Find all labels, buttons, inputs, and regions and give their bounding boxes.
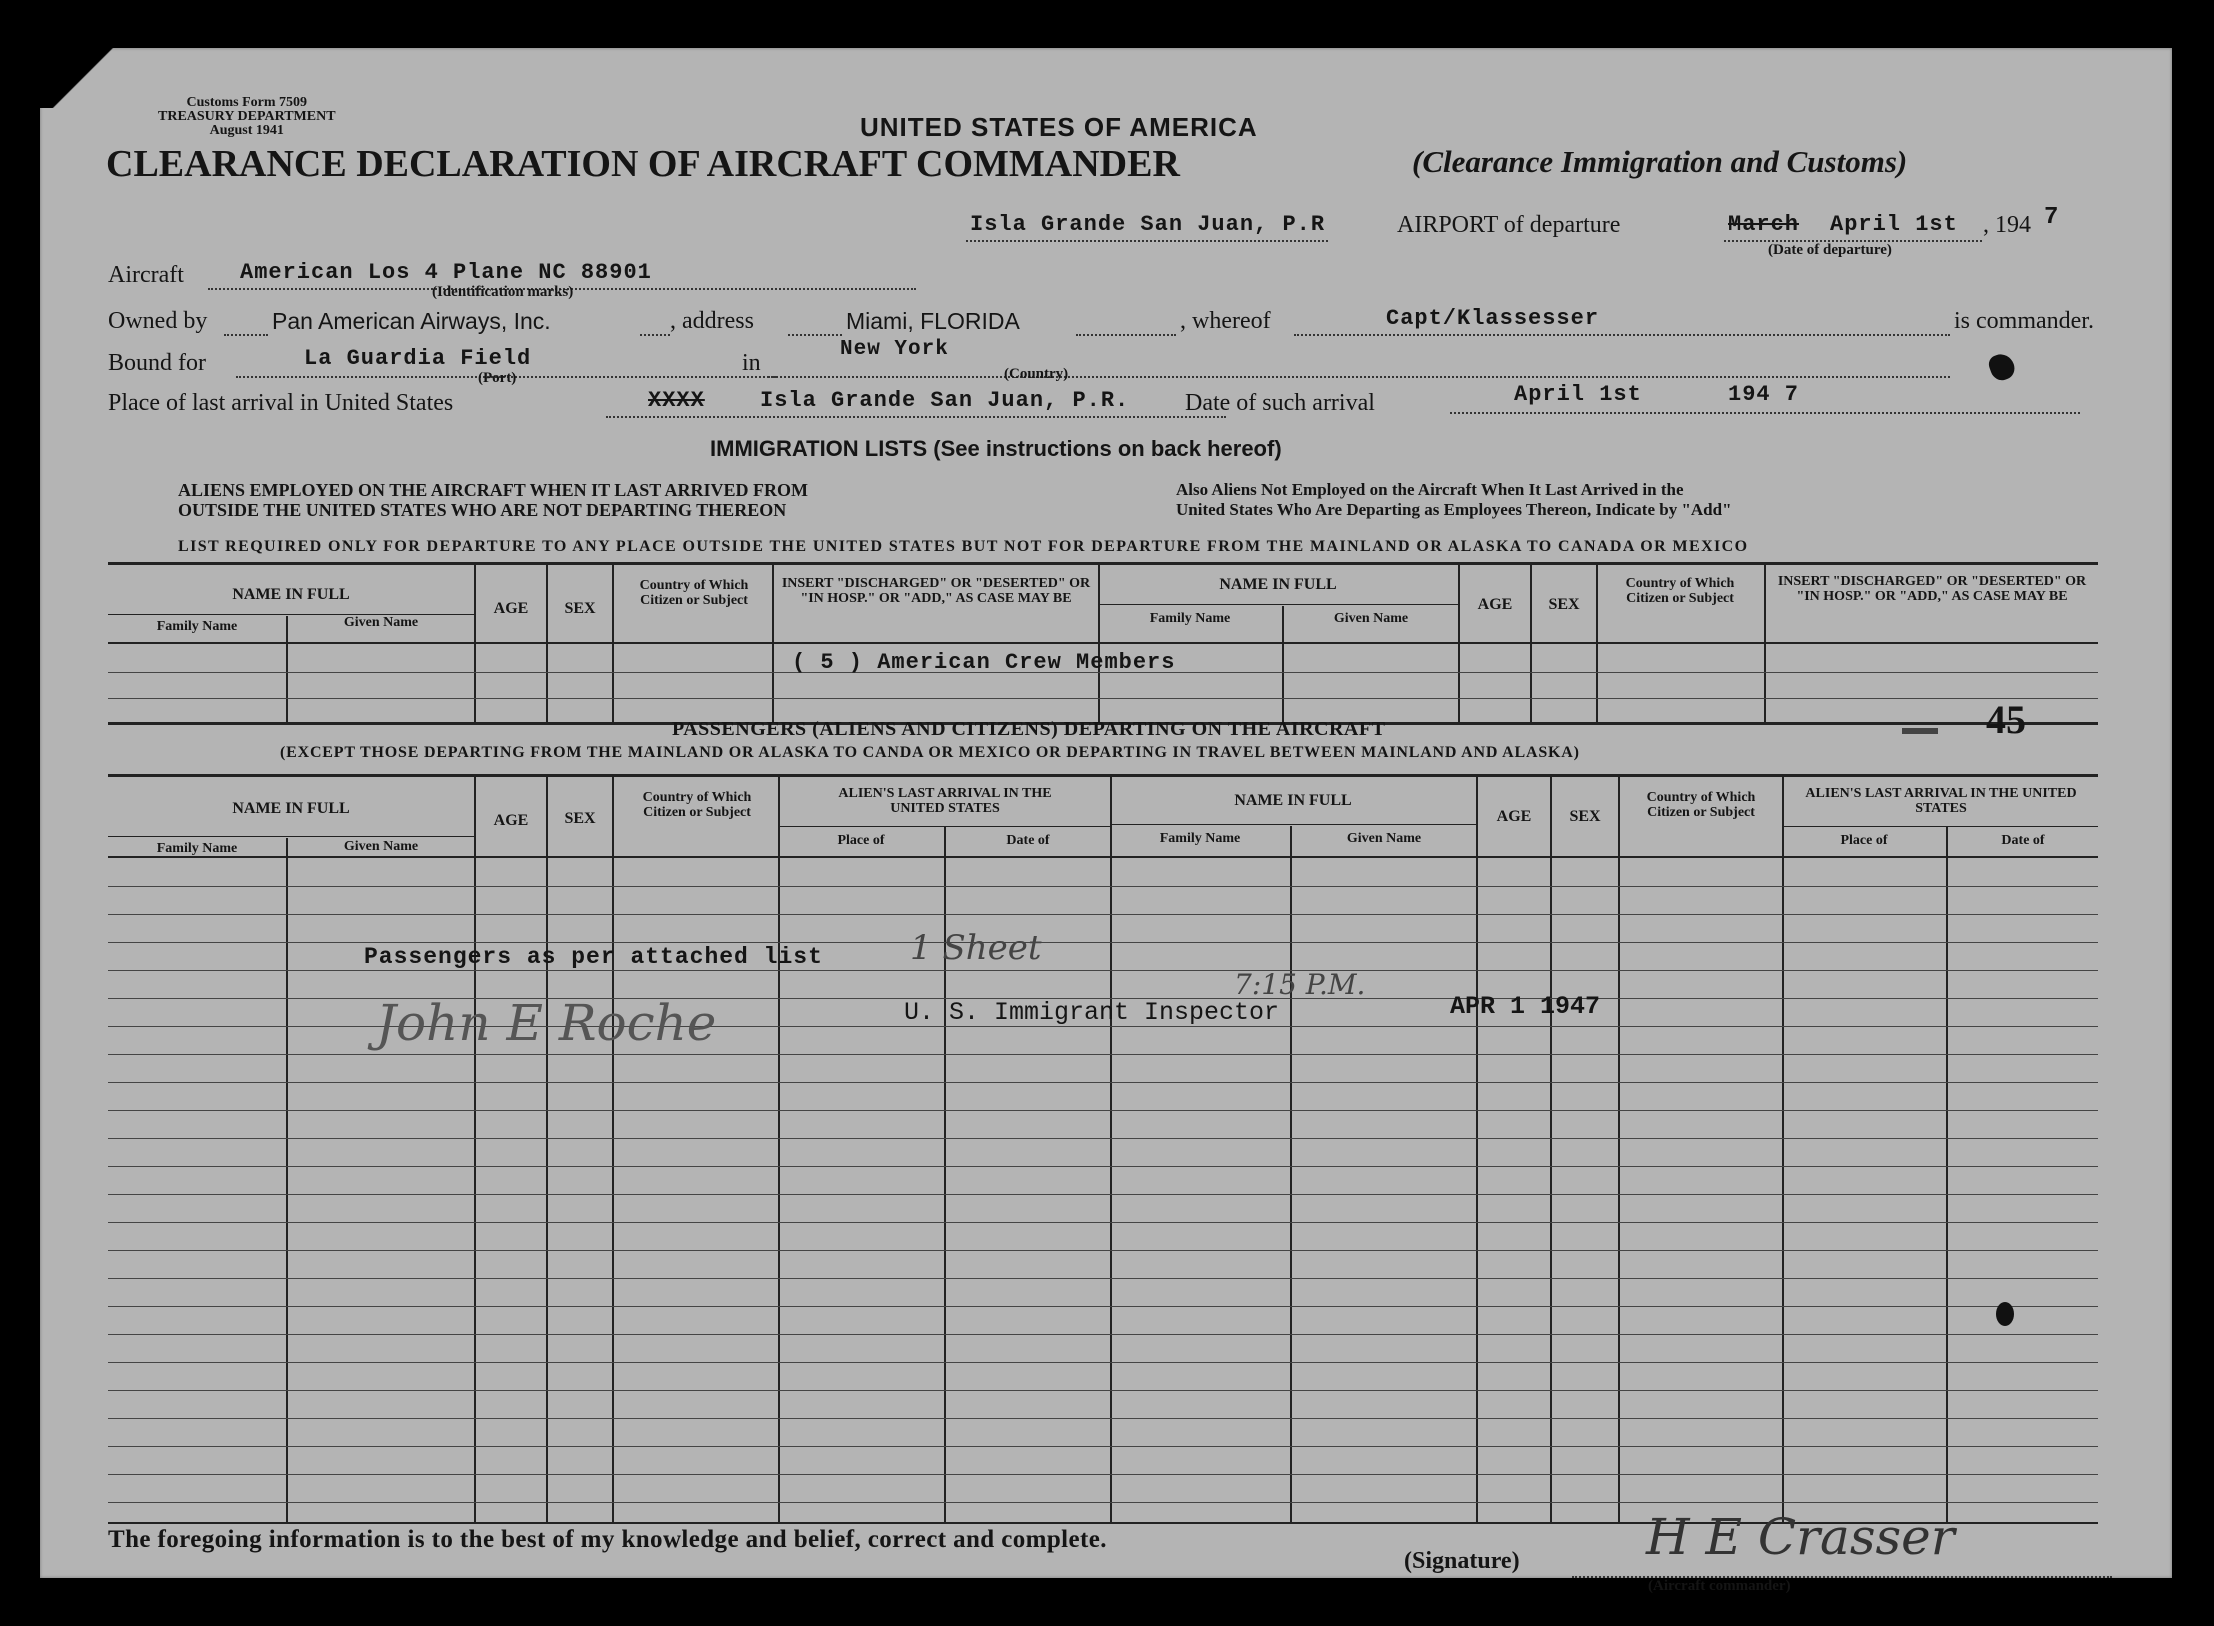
crew-family-header-2: Family Name <box>1149 611 1231 626</box>
declaration-text: The foregoing information is to the best of my knowledge and belief, correct and complete. <box>108 1526 1107 1553</box>
ruled-line <box>108 1502 2098 1503</box>
pass-sex-header: SEX <box>564 810 596 827</box>
port-value: La Guardia Field <box>304 346 532 371</box>
pass-age-header: AGE <box>493 812 529 829</box>
sheet-count-note: 1 Sheet <box>910 928 1042 968</box>
aircraft-label: Aircraft <box>108 262 184 288</box>
departure-airport-value: Isla Grande San Juan, P.R <box>970 212 1326 237</box>
commander-signature: H E Crasser <box>1646 1508 1955 1566</box>
crew-family-header: Family Name <box>156 619 238 634</box>
whereof-label: , whereof <box>1180 308 1271 334</box>
form-department: TREASURY DEPARTMENT <box>158 109 336 124</box>
country-value: New York <box>840 338 949 361</box>
form-date: August 1941 <box>209 123 284 138</box>
ruled-line <box>108 1362 2098 1363</box>
pass-arrival-header: ALIEN'S LAST ARRIVAL IN THE UNITED STATES <box>838 786 1052 816</box>
left-note-line-2: OUTSIDE THE UNITED STATES WHO ARE NOT DEPARTING THEREON <box>178 500 787 520</box>
immigration-left-note <box>178 480 808 520</box>
ruled-line <box>108 914 2098 915</box>
list-required-note: LIST REQUIRED ONLY FOR DEPARTURE TO ANY PLACE OUTSIDE THE UNITED STATES BUT NOT FOR DEPARTURE FROM THE MAINLAND OR ALASKA TO CANADA OR MEXICO <box>178 538 1749 555</box>
crew-insert-header-2: INSERT "DISCHARGED" OR "DESERTED" OR "IN HOSP." OR "ADD," AS CASE MAY BE <box>1777 574 2087 604</box>
port-caption: (Port) <box>478 370 517 386</box>
crew-sex-header: SEX <box>564 600 596 617</box>
commander-value: Capt/Klassesser <box>1386 306 1600 331</box>
ruled-line <box>108 1474 2098 1475</box>
right-note-line-1: Also Aliens Not Employed on the Aircraft When It Last Arrived in the <box>1176 480 1684 499</box>
ruled-line <box>108 1306 2098 1307</box>
crew-age-header: AGE <box>493 600 529 617</box>
last-arrival-struck: XXXX <box>648 388 705 413</box>
pass-sex-header-2: SEX <box>1569 808 1601 825</box>
crew-sex-header-2: SEX <box>1548 596 1580 613</box>
arrival-date-label: Date of such arrival <box>1185 390 1375 416</box>
ruled-line <box>108 1166 2098 1167</box>
inspector-signature: John E Roche <box>376 994 717 1052</box>
right-note-line-2: United States Who Are Departing as Employees Thereon, Indicate by "Add" <box>1176 500 1732 519</box>
ruled-line <box>108 1082 2098 1083</box>
ink-blot-2 <box>1996 1302 2014 1326</box>
ruled-line <box>108 1446 2098 1447</box>
stamp-date: APR 1 1947 <box>1450 992 1601 1021</box>
arrival-year-value: 194 7 <box>1728 382 1800 407</box>
ruled-line <box>108 1222 2098 1223</box>
crew-country-header-2: Country of Which Citizen or Subject <box>1625 576 1735 606</box>
page-subtitle: (Clearance Immigration and Customs) <box>1412 144 1908 179</box>
ruled-line <box>108 942 2098 943</box>
country-caption: (Country) <box>1004 366 1069 382</box>
crew-insert-header: INSERT "DISCHARGED" OR "DESERTED" OR "IN HOSP." OR "ADD," AS CASE MAY BE <box>781 576 1091 606</box>
commander-label: is commander. <box>1954 308 2094 334</box>
crew-country-header: Country of Which Citizen or Subject <box>639 578 749 608</box>
ruled-line <box>108 1054 2098 1055</box>
ruled-line <box>108 970 2098 971</box>
ruled-line <box>108 1110 2098 1111</box>
ruled-line <box>108 1390 2098 1391</box>
bound-in-label: in <box>742 350 761 376</box>
inspector-stamp: U. S. Immigrant Inspector <box>904 998 1280 1027</box>
last-arrival-value: Isla Grande San Juan, P.R. <box>760 388 1130 413</box>
signature-label: (Signature) <box>1404 1548 1520 1574</box>
signature-caption: (Aircraft commander) <box>1648 1578 1791 1594</box>
ruled-line <box>108 1418 2098 1419</box>
country-heading: UNITED STATES OF AMERICA <box>860 112 1258 142</box>
count-dash <box>1902 728 1938 734</box>
pass-name-header-2: NAME IN FULL <box>1234 792 1352 809</box>
last-arrival-label: Place of last arrival in United States <box>108 390 454 416</box>
pass-date-header: Date of <box>1006 833 1050 848</box>
pass-family-header: Family Name <box>156 841 238 856</box>
page-title: CLEARANCE DECLARATION OF AIRCRAFT COMMANDER <box>106 143 1180 185</box>
crew-name-header: NAME IN FULL <box>232 586 350 603</box>
owner-label: Owned by <box>108 308 208 334</box>
passengers-subheading: (EXCEPT THOSE DEPARTING FROM THE MAINLAND OR ALASKA TO CANDA OR MEXICO OR DEPARTING IN TRAVEL BETWEEN MAINLAND AND ALASKA) <box>280 744 1580 761</box>
bound-label: Bound for <box>108 350 206 376</box>
ruled-line <box>108 1334 2098 1335</box>
aircraft-caption: (Identification marks) <box>432 284 574 300</box>
owner-value: Pan American Airways, Inc. <box>272 308 551 334</box>
crew-age-header-2: AGE <box>1477 596 1513 613</box>
aircraft-value: American Los 4 Plane NC 88901 <box>240 260 652 285</box>
immigration-right-note <box>1176 480 1732 520</box>
crew-given-header: Given Name <box>343 615 419 630</box>
left-note-line-1: ALIENS EMPLOYED ON THE AIRCRAFT WHEN IT LAST ARRIVED FROM <box>178 480 808 500</box>
immigration-heading: IMMIGRATION LISTS (See instructions on back hereof) <box>710 436 1282 461</box>
ruled-line <box>108 1278 2098 1279</box>
pass-given-header-2: Given Name <box>1346 831 1422 846</box>
departure-airport-label: AIRPORT of departure <box>1397 212 1621 238</box>
address-value: Miami, FLORIDA <box>846 308 1020 334</box>
address-label: , address <box>670 308 754 334</box>
departure-year-typed: 7 <box>2044 204 2060 231</box>
ruled-line <box>108 1250 2098 1251</box>
pass-place-header: Place of <box>837 833 885 848</box>
pass-family-header-2: Family Name <box>1159 831 1241 846</box>
passengers-heading: PASSENGERS (ALIENS AND CITIZENS) DEPARTING ON THE AIRCRAFT <box>672 718 1386 740</box>
pass-date-header-2: Date of <box>2001 833 2045 848</box>
ruled-line <box>108 1194 2098 1195</box>
pass-place-header-2: Place of <box>1840 833 1888 848</box>
form-number: Customs Form 7509 <box>186 95 308 110</box>
crew-name-header-2: NAME IN FULL <box>1219 576 1337 593</box>
ruled-line <box>108 886 2098 887</box>
form-sheet <box>40 48 2172 1594</box>
arrival-date-value: April 1st <box>1514 382 1642 407</box>
pass-country-header-2: Country of Which Citizen or Subject <box>1646 790 1756 820</box>
departure-year: , 194 <box>1983 212 2031 238</box>
pass-arrival-header-2: ALIEN'S LAST ARRIVAL IN THE UNITED STATES <box>1805 786 2077 816</box>
time-note: 7:15 P.M. <box>1234 968 1366 1001</box>
ruled-line <box>108 1138 2098 1139</box>
departure-date-value: April 1st <box>1830 212 1958 237</box>
pass-age-header-2: AGE <box>1496 808 1532 825</box>
pass-given-header: Given Name <box>343 839 419 854</box>
departure-date-struck: March <box>1728 212 1800 237</box>
passenger-count-mark: 45 <box>1986 697 2026 742</box>
departure-date-caption: (Date of departure) <box>1768 242 1892 258</box>
crew-given-header-2: Given Name <box>1333 611 1409 626</box>
form-id-block <box>158 96 336 138</box>
ink-blot <box>1986 351 2017 384</box>
passenger-entry-line: Passengers as per attached list <box>364 944 823 970</box>
crew-entry: ( 5 ) American Crew Members <box>792 650 1176 675</box>
pass-name-header: NAME IN FULL <box>232 800 350 817</box>
pass-country-header: Country of Which Citizen or Subject <box>642 790 752 820</box>
